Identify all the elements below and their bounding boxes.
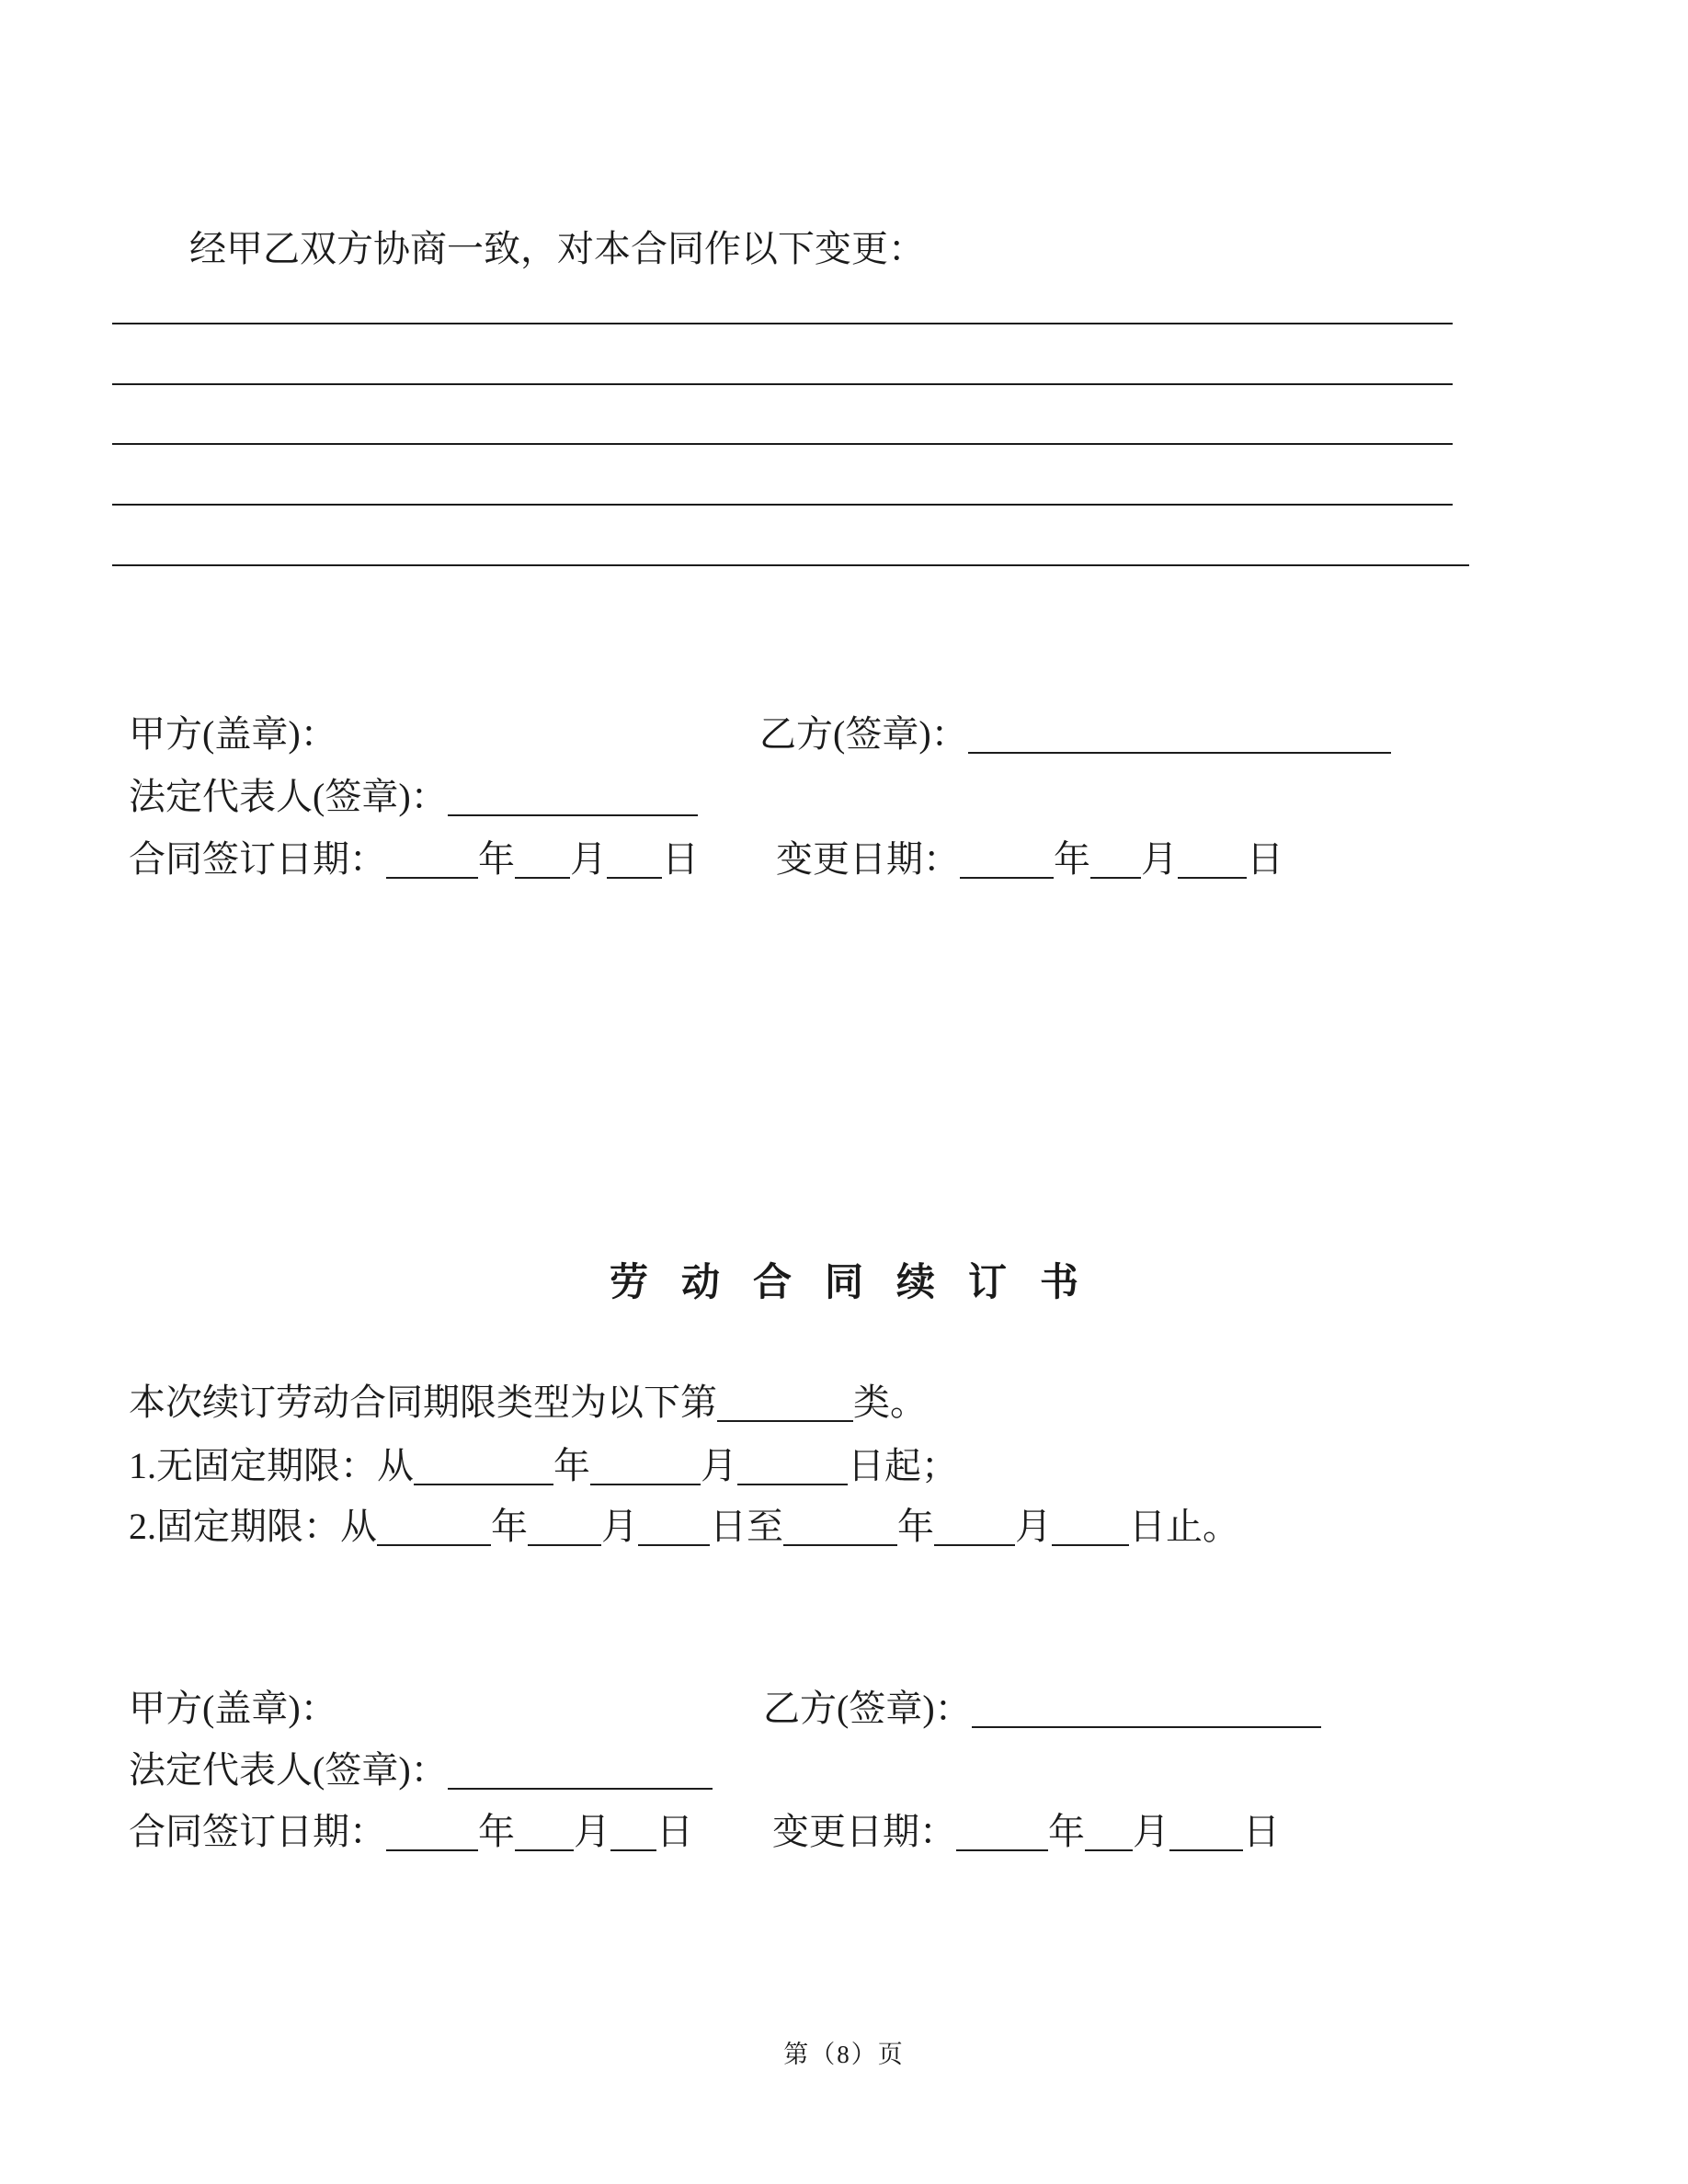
ruled-line bbox=[112, 564, 1469, 566]
open-term-suffix: 日起； bbox=[848, 1445, 958, 1486]
renewal-type-prefix: 本次续订劳动合同期限类型为以下第 bbox=[129, 1382, 717, 1423]
month-label: 月 bbox=[701, 1445, 737, 1486]
year-label: 年 bbox=[1048, 1811, 1085, 1852]
month-label: 月 bbox=[1141, 838, 1178, 880]
legal-rep-line bbox=[129, 776, 698, 818]
year-label: 年 bbox=[897, 1506, 934, 1547]
renewal-type-suffix: 类。 bbox=[853, 1382, 927, 1423]
legal-rep-label: 法定代表人(签章)： bbox=[129, 776, 448, 817]
sign-date-label: 合同签订日期： bbox=[129, 1811, 386, 1852]
month-blank bbox=[934, 1533, 1015, 1546]
fixed-term-suffix: 日止。 bbox=[1129, 1506, 1239, 1547]
change-date-label: 变更日期： bbox=[772, 1811, 956, 1852]
ruled-line bbox=[112, 504, 1453, 506]
year-label: 年 bbox=[491, 1506, 528, 1547]
day-blank bbox=[638, 1533, 710, 1546]
page-number: 第（8）页 bbox=[783, 2041, 905, 2068]
year-blank bbox=[377, 1533, 491, 1546]
day-label: 日 bbox=[1243, 1811, 1280, 1852]
ruled-line bbox=[112, 443, 1453, 445]
month-blank bbox=[515, 1838, 574, 1851]
month-label: 月 bbox=[574, 1811, 610, 1852]
fixed-term-prefix: 2.固定期限：从 bbox=[129, 1506, 377, 1547]
day-blank bbox=[1178, 866, 1247, 879]
legal-rep-signature-blank bbox=[448, 1777, 713, 1790]
day-blank bbox=[737, 1473, 848, 1485]
party-a-label: 甲方(盖章)： bbox=[129, 713, 337, 755]
year-label: 年 bbox=[478, 1811, 515, 1852]
ruled-line bbox=[112, 323, 1453, 324]
year-blank bbox=[783, 1533, 897, 1546]
fixed-term-connector: 日至 bbox=[710, 1506, 783, 1547]
month-blank bbox=[515, 866, 570, 879]
month-blank bbox=[590, 1473, 701, 1485]
month-label: 月 bbox=[1015, 1506, 1052, 1547]
renewal-title: 劳动合同续订书 bbox=[609, 1262, 1112, 1304]
month-blank bbox=[1085, 1838, 1133, 1851]
ruled-line bbox=[112, 383, 1453, 385]
party-b-line bbox=[759, 713, 1391, 756]
change-date-line bbox=[772, 1811, 1280, 1853]
year-blank bbox=[414, 1473, 553, 1485]
sign-date-line bbox=[129, 1811, 693, 1853]
open-term-line bbox=[129, 1445, 958, 1487]
party-b-signature-blank bbox=[972, 1715, 1321, 1728]
legal-rep-label: 法定代表人(签章)： bbox=[129, 1749, 448, 1791]
renewal-type-line bbox=[129, 1382, 927, 1424]
month-label: 月 bbox=[1133, 1811, 1169, 1852]
day-blank bbox=[1052, 1533, 1129, 1546]
month-label: 月 bbox=[570, 838, 607, 880]
year-blank bbox=[956, 1838, 1048, 1851]
legal-rep-signature-blank bbox=[448, 803, 698, 816]
amendment-intro-text: 经甲乙双方协商一致，对本合同作以下变更： bbox=[189, 228, 925, 269]
party-b-signature-blank bbox=[968, 741, 1391, 754]
day-blank bbox=[607, 866, 662, 879]
fixed-term-line bbox=[129, 1506, 1239, 1548]
day-label: 日 bbox=[656, 1811, 693, 1852]
party-b-label: 乙方(签章)： bbox=[763, 1688, 972, 1729]
party-b-line bbox=[763, 1688, 1321, 1730]
legal-rep-line bbox=[129, 1749, 713, 1792]
open-term-prefix: 1.无固定期限：从 bbox=[129, 1445, 414, 1486]
day-label: 日 bbox=[662, 838, 699, 880]
sign-date-line bbox=[129, 838, 699, 881]
month-blank bbox=[1090, 866, 1141, 879]
type-number-blank bbox=[717, 1409, 853, 1422]
month-label: 月 bbox=[601, 1506, 638, 1547]
change-date-label: 变更日期： bbox=[776, 838, 960, 880]
change-date-line bbox=[776, 838, 1283, 881]
month-blank bbox=[528, 1533, 601, 1546]
year-label: 年 bbox=[1054, 838, 1090, 880]
year-label: 年 bbox=[478, 838, 515, 880]
year-label: 年 bbox=[553, 1445, 590, 1486]
party-b-label: 乙方(签章)： bbox=[759, 713, 968, 755]
day-label: 日 bbox=[1247, 838, 1283, 880]
year-blank bbox=[386, 1838, 478, 1851]
year-blank bbox=[386, 866, 478, 879]
sign-date-label: 合同签订日期： bbox=[129, 838, 386, 880]
party-a-label: 甲方(盖章)： bbox=[129, 1688, 337, 1729]
year-blank bbox=[960, 866, 1054, 879]
day-blank bbox=[1169, 1838, 1243, 1851]
day-blank bbox=[610, 1838, 656, 1851]
